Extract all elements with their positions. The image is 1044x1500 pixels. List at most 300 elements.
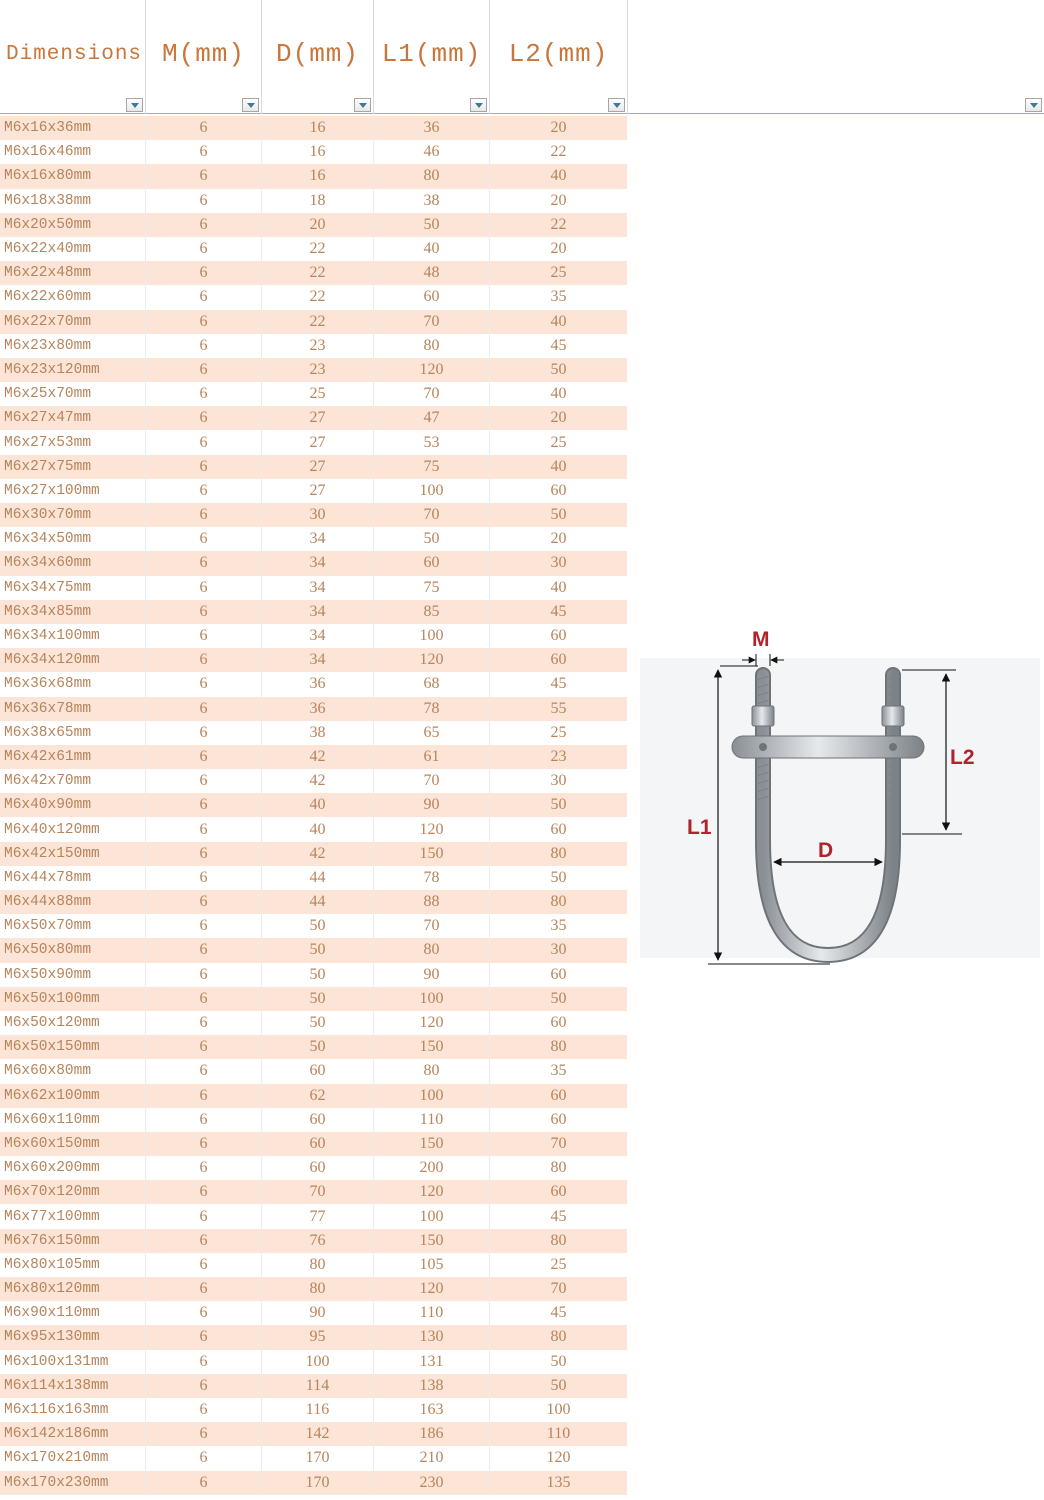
l2-cell[interactable]: 50 (550, 1376, 567, 1394)
m-cell[interactable]: 6 (146, 310, 262, 334)
d-cell[interactable]: 40 (262, 793, 374, 817)
l2-cell[interactable]: 120 (546, 1449, 571, 1467)
l1-cell[interactable]: 120 (374, 358, 490, 382)
l1-cell[interactable]: 36 (374, 116, 490, 140)
d-cell[interactable]: 25 (262, 382, 374, 406)
d-cell[interactable]: 80 (262, 1253, 374, 1277)
l1-cell[interactable]: 120 (374, 1180, 490, 1204)
dimensions-cell[interactable]: M6x27x100mm (0, 479, 146, 503)
d-cell[interactable]: 34 (262, 624, 374, 648)
dimensions-cell[interactable]: M6x27x53mm (0, 430, 146, 454)
l2-cell[interactable]: 110 (546, 1425, 571, 1443)
m-cell[interactable]: 6 (146, 479, 262, 503)
l2-cell[interactable]: 60 (550, 1086, 567, 1104)
m-cell[interactable]: 6 (146, 406, 262, 430)
l2-cell[interactable]: 22 (550, 215, 567, 233)
m-cell[interactable]: 6 (146, 697, 262, 721)
l2-cell[interactable]: 45 (550, 602, 567, 620)
d-cell[interactable]: 27 (262, 430, 374, 454)
l2-cell[interactable]: 50 (550, 868, 567, 886)
l1-cell[interactable]: 150 (374, 1132, 490, 1156)
l1-cell[interactable]: 70 (374, 310, 490, 334)
l1-cell[interactable]: 131 (374, 1350, 490, 1374)
l1-cell[interactable]: 53 (374, 430, 490, 454)
m-cell[interactable]: 6 (146, 116, 262, 140)
m-cell[interactable]: 6 (146, 527, 262, 551)
d-cell[interactable]: 34 (262, 551, 374, 575)
m-cell[interactable]: 6 (146, 430, 262, 454)
l1-cell[interactable]: 150 (374, 1035, 490, 1059)
d-cell[interactable]: 60 (262, 1132, 374, 1156)
l1-cell[interactable]: 80 (374, 164, 490, 188)
l1-cell[interactable]: 75 (374, 576, 490, 600)
m-cell[interactable]: 6 (146, 1277, 262, 1301)
l1-cell[interactable]: 130 (374, 1325, 490, 1349)
l2-cell[interactable]: 50 (550, 796, 567, 814)
l1-cell[interactable]: 90 (374, 793, 490, 817)
m-cell[interactable]: 6 (146, 1108, 262, 1132)
l2-cell[interactable]: 20 (550, 240, 567, 258)
l1-cell[interactable]: 105 (374, 1253, 490, 1277)
l2-cell[interactable]: 30 (550, 941, 567, 959)
l1-cell[interactable]: 90 (374, 963, 490, 987)
dimensions-cell[interactable]: M6x16x36mm (0, 116, 146, 140)
d-cell[interactable]: 100 (262, 1350, 374, 1374)
l1-cell[interactable]: 120 (374, 1277, 490, 1301)
d-cell[interactable]: 16 (262, 164, 374, 188)
l1-cell[interactable]: 230 (374, 1471, 490, 1495)
dimensions-cell[interactable]: M6x34x85mm (0, 600, 146, 624)
m-cell[interactable]: 6 (146, 890, 262, 914)
dimensions-cell[interactable]: M6x42x70mm (0, 769, 146, 793)
dimensions-cell[interactable]: M6x34x100mm (0, 624, 146, 648)
l2-cell[interactable]: 80 (550, 1038, 567, 1056)
l1-cell[interactable]: 80 (374, 1059, 490, 1083)
l2-cell[interactable]: 50 (550, 989, 567, 1007)
l2-cell[interactable]: 45 (550, 1207, 567, 1225)
l1-cell[interactable]: 65 (374, 721, 490, 745)
m-cell[interactable]: 6 (146, 213, 262, 237)
m-cell[interactable]: 6 (146, 237, 262, 261)
dimensions-cell[interactable]: M6x77x100mm (0, 1204, 146, 1228)
d-cell[interactable]: 60 (262, 1059, 374, 1083)
dimensions-cell[interactable]: M6x25x70mm (0, 382, 146, 406)
dimensions-cell[interactable]: M6x22x48mm (0, 261, 146, 285)
table-row (0, 1301, 627, 1325)
l2-cell[interactable]: 35 (550, 288, 567, 306)
l1-cell[interactable]: 80 (374, 938, 490, 962)
l1-cell[interactable]: 120 (374, 817, 490, 841)
table-row (0, 1204, 627, 1228)
d-cell[interactable]: 116 (262, 1398, 374, 1422)
table-row (0, 963, 627, 987)
dimensions-cell[interactable]: M6x38x65mm (0, 721, 146, 745)
m-cell[interactable]: 6 (146, 817, 262, 841)
m-cell[interactable]: 6 (146, 1301, 262, 1325)
d-cell[interactable]: 42 (262, 769, 374, 793)
l1-cell[interactable]: 48 (374, 261, 490, 285)
d-cell[interactable]: 42 (262, 745, 374, 769)
l1-cell[interactable]: 100 (374, 1204, 490, 1228)
l2-cell[interactable]: 80 (550, 1328, 567, 1346)
d-cell[interactable]: 22 (262, 237, 374, 261)
d-cell[interactable]: 34 (262, 576, 374, 600)
d-cell[interactable]: 44 (262, 890, 374, 914)
l2-cell[interactable]: 23 (550, 747, 567, 765)
m-cell[interactable]: 6 (146, 1084, 262, 1108)
dimensions-cell[interactable]: M6x23x80mm (0, 334, 146, 358)
m-cell[interactable]: 6 (146, 769, 262, 793)
dimensions-cell[interactable]: M6x80x105mm (0, 1253, 146, 1277)
l2-cell[interactable]: 40 (550, 457, 567, 475)
m-cell[interactable]: 6 (146, 1035, 262, 1059)
l1-cell[interactable]: 100 (374, 624, 490, 648)
l1-cell[interactable]: 70 (374, 503, 490, 527)
d-cell[interactable]: 40 (262, 817, 374, 841)
l2-cell[interactable]: 40 (550, 578, 567, 596)
d-cell[interactable]: 50 (262, 963, 374, 987)
l1-cell[interactable]: 70 (374, 769, 490, 793)
l1-cell[interactable]: 40 (374, 237, 490, 261)
l1-cell[interactable]: 120 (374, 1011, 490, 1035)
l2-cell[interactable]: 60 (550, 1183, 567, 1201)
l1-cell[interactable]: 60 (374, 551, 490, 575)
d-cell[interactable]: 170 (262, 1471, 374, 1495)
dimensions-cell[interactable]: M6x30x70mm (0, 503, 146, 527)
filter-dropdown-icon[interactable] (126, 98, 143, 112)
filter-dropdown-icon[interactable] (354, 98, 371, 112)
table-row (0, 1108, 627, 1132)
m-cell[interactable]: 6 (146, 503, 262, 527)
m-cell[interactable]: 6 (146, 672, 262, 696)
m-cell[interactable]: 6 (146, 1446, 262, 1470)
dimensions-cell[interactable]: M6x16x46mm (0, 140, 146, 164)
l1-cell[interactable]: 85 (374, 600, 490, 624)
d-cell[interactable]: 114 (262, 1374, 374, 1398)
dimensions-cell[interactable]: M6x60x150mm (0, 1132, 146, 1156)
l2-cell[interactable]: 45 (550, 1304, 567, 1322)
l1-cell[interactable]: 100 (374, 987, 490, 1011)
dimensions-cell[interactable]: M6x22x70mm (0, 310, 146, 334)
m-cell[interactable]: 6 (146, 648, 262, 672)
l2-cell[interactable]: 25 (550, 264, 567, 282)
dimensions-cell[interactable]: M6x50x90mm (0, 963, 146, 987)
d-cell[interactable]: 60 (262, 1108, 374, 1132)
l1-cell[interactable]: 110 (374, 1301, 490, 1325)
l2-cell[interactable]: 80 (550, 893, 567, 911)
m-cell[interactable]: 6 (146, 745, 262, 769)
m-cell[interactable]: 6 (146, 1253, 262, 1277)
dimensions-cell[interactable]: M6x90x110mm (0, 1301, 146, 1325)
d-cell[interactable]: 22 (262, 261, 374, 285)
dimensions-cell[interactable]: M6x142x186mm (0, 1422, 146, 1446)
dimensions-cell[interactable]: M6x60x80mm (0, 1059, 146, 1083)
m-cell[interactable]: 6 (146, 938, 262, 962)
l2-cell[interactable]: 20 (550, 119, 567, 137)
l1-cell[interactable]: 88 (374, 890, 490, 914)
m-cell[interactable]: 6 (146, 1059, 262, 1083)
l1-cell[interactable]: 47 (374, 406, 490, 430)
dimensions-cell[interactable]: M6x70x120mm (0, 1180, 146, 1204)
d-cell[interactable]: 36 (262, 697, 374, 721)
m-cell[interactable]: 6 (146, 1204, 262, 1228)
filter-dropdown-icon[interactable] (1025, 98, 1042, 112)
m-cell[interactable]: 6 (146, 721, 262, 745)
l2-cell[interactable]: 60 (550, 965, 567, 983)
d-cell[interactable]: 27 (262, 479, 374, 503)
l2-cell[interactable]: 60 (550, 481, 567, 499)
m-cell[interactable]: 6 (146, 285, 262, 309)
m-cell[interactable]: 6 (146, 189, 262, 213)
dimensions-cell[interactable]: M6x22x60mm (0, 285, 146, 309)
m-cell[interactable]: 6 (146, 140, 262, 164)
dimensions-cell[interactable]: M6x22x40mm (0, 237, 146, 261)
d-cell[interactable]: 34 (262, 527, 374, 551)
d-cell[interactable]: 20 (262, 213, 374, 237)
dimensions-cell[interactable]: M6x50x100mm (0, 987, 146, 1011)
l1-cell[interactable]: 68 (374, 672, 490, 696)
l2-cell[interactable]: 20 (550, 191, 567, 209)
m-cell[interactable]: 6 (146, 576, 262, 600)
l2-cell[interactable]: 25 (550, 1255, 567, 1273)
dimensions-cell[interactable]: M6x100x131mm (0, 1350, 146, 1374)
d-cell[interactable]: 23 (262, 334, 374, 358)
l1-cell[interactable]: 61 (374, 745, 490, 769)
l2-cell[interactable]: 30 (550, 772, 567, 790)
dimensions-cell[interactable]: M6x95x130mm (0, 1325, 146, 1349)
dimensions-cell[interactable]: M6x80x120mm (0, 1277, 146, 1301)
d-cell[interactable]: 22 (262, 310, 374, 334)
d-cell[interactable]: 50 (262, 1011, 374, 1035)
l1-cell[interactable]: 110 (374, 1108, 490, 1132)
table-row (0, 382, 627, 406)
filter-dropdown-icon[interactable] (242, 98, 259, 112)
m-cell[interactable]: 6 (146, 1325, 262, 1349)
m-cell[interactable]: 6 (146, 1471, 262, 1495)
filter-dropdown-icon[interactable] (608, 98, 625, 112)
d-cell[interactable]: 34 (262, 600, 374, 624)
dimensions-cell[interactable]: M6x50x80mm (0, 938, 146, 962)
d-cell[interactable]: 16 (262, 116, 374, 140)
dimensions-cell[interactable]: M6x40x120mm (0, 817, 146, 841)
l2-cell[interactable]: 40 (550, 312, 567, 330)
l1-cell[interactable]: 38 (374, 189, 490, 213)
d-cell[interactable]: 80 (262, 1277, 374, 1301)
l2-cell[interactable]: 20 (550, 530, 567, 548)
l2-cell[interactable]: 70 (550, 1280, 567, 1298)
dimensions-cell[interactable]: M6x50x70mm (0, 914, 146, 938)
l1-cell[interactable]: 75 (374, 455, 490, 479)
d-cell[interactable]: 16 (262, 140, 374, 164)
dimensions-cell[interactable]: M6x60x200mm (0, 1156, 146, 1180)
m-cell[interactable]: 6 (146, 1156, 262, 1180)
l1-cell[interactable]: 60 (374, 285, 490, 309)
m-cell[interactable]: 6 (146, 1422, 262, 1446)
d-cell[interactable]: 36 (262, 672, 374, 696)
m-cell[interactable]: 6 (146, 261, 262, 285)
l2-cell[interactable]: 50 (550, 1352, 567, 1370)
m-cell[interactable]: 6 (146, 164, 262, 188)
l1-cell[interactable]: 100 (374, 479, 490, 503)
d-cell[interactable]: 60 (262, 1156, 374, 1180)
l1-cell[interactable]: 200 (374, 1156, 490, 1180)
table-row (0, 358, 627, 382)
l1-cell[interactable]: 150 (374, 1229, 490, 1253)
d-cell[interactable]: 70 (262, 1180, 374, 1204)
l2-cell[interactable]: 30 (550, 554, 567, 572)
l2-cell[interactable]: 50 (550, 360, 567, 378)
d-cell[interactable]: 30 (262, 503, 374, 527)
l1-cell[interactable]: 120 (374, 648, 490, 672)
m-cell[interactable]: 6 (146, 624, 262, 648)
m-cell[interactable]: 6 (146, 455, 262, 479)
l2-cell[interactable]: 45 (550, 336, 567, 354)
l1-cell[interactable]: 78 (374, 866, 490, 890)
d-cell[interactable]: 62 (262, 1084, 374, 1108)
dimensions-cell[interactable]: M6x36x68mm (0, 672, 146, 696)
d-cell[interactable]: 77 (262, 1204, 374, 1228)
d-cell[interactable]: 27 (262, 455, 374, 479)
l2-cell[interactable]: 20 (550, 409, 567, 427)
d-cell[interactable]: 50 (262, 987, 374, 1011)
l1-cell[interactable]: 50 (374, 527, 490, 551)
l2-cell[interactable]: 60 (550, 820, 567, 838)
dimensions-cell[interactable]: M6x34x60mm (0, 551, 146, 575)
l1-cell[interactable]: 100 (374, 1084, 490, 1108)
m-cell[interactable]: 6 (146, 382, 262, 406)
l2-cell[interactable]: 25 (550, 723, 567, 741)
m-cell[interactable]: 6 (146, 551, 262, 575)
d-cell[interactable]: 95 (262, 1325, 374, 1349)
dimensions-cell[interactable]: M6x34x50mm (0, 527, 146, 551)
dimensions-cell[interactable]: M6x34x75mm (0, 576, 146, 600)
d-cell[interactable]: 50 (262, 1035, 374, 1059)
m-cell[interactable]: 6 (146, 1398, 262, 1422)
l2-cell[interactable]: 135 (546, 1473, 571, 1491)
l1-cell[interactable]: 50 (374, 213, 490, 237)
d-cell[interactable]: 50 (262, 914, 374, 938)
l1-cell[interactable]: 150 (374, 842, 490, 866)
dimensions-cell[interactable]: M6x27x47mm (0, 406, 146, 430)
d-cell[interactable]: 38 (262, 721, 374, 745)
l1-cell[interactable]: 210 (374, 1446, 490, 1470)
m-cell[interactable]: 6 (146, 1350, 262, 1374)
filter-dropdown-icon[interactable] (470, 98, 487, 112)
l1-cell[interactable]: 80 (374, 334, 490, 358)
dimensions-cell[interactable]: M6x76x150mm (0, 1229, 146, 1253)
m-cell[interactable]: 6 (146, 914, 262, 938)
l1-cell[interactable]: 46 (374, 140, 490, 164)
dimensions-cell[interactable]: M6x27x75mm (0, 455, 146, 479)
m-cell[interactable]: 6 (146, 358, 262, 382)
l2-cell[interactable]: 50 (550, 506, 567, 524)
dimensions-cell[interactable]: M6x34x120mm (0, 648, 146, 672)
m-cell[interactable]: 6 (146, 1132, 262, 1156)
dimensions-cell[interactable]: M6x50x150mm (0, 1035, 146, 1059)
dimensions-cell[interactable]: M6x44x88mm (0, 890, 146, 914)
d-cell[interactable]: 23 (262, 358, 374, 382)
l1-cell[interactable]: 138 (374, 1374, 490, 1398)
dimensions-cell[interactable]: M6x116x163mm (0, 1398, 146, 1422)
d-cell[interactable]: 90 (262, 1301, 374, 1325)
dimensions-cell[interactable]: M6x42x150mm (0, 842, 146, 866)
d-cell[interactable]: 170 (262, 1446, 374, 1470)
dimensions-cell[interactable]: M6x18x38mm (0, 189, 146, 213)
l2-cell[interactable]: 40 (550, 385, 567, 403)
dimensions-cell[interactable]: M6x40x90mm (0, 793, 146, 817)
d-cell[interactable]: 27 (262, 406, 374, 430)
m-cell[interactable]: 6 (146, 1374, 262, 1398)
l2-cell[interactable]: 45 (550, 675, 567, 693)
l2-cell[interactable]: 40 (550, 167, 567, 185)
l2-cell[interactable]: 22 (550, 143, 567, 161)
dimensions-cell[interactable]: M6x60x110mm (0, 1108, 146, 1132)
l1-cell[interactable]: 70 (374, 914, 490, 938)
dimensions-cell[interactable]: M6x170x210mm (0, 1446, 146, 1470)
l2-cell[interactable]: 35 (550, 1062, 567, 1080)
dimensions-cell[interactable]: M6x42x61mm (0, 745, 146, 769)
l1-cell[interactable]: 163 (374, 1398, 490, 1422)
m-cell[interactable]: 6 (146, 793, 262, 817)
dimensions-cell[interactable]: M6x170x230mm (0, 1471, 146, 1495)
table-row (0, 1059, 627, 1083)
l2-cell[interactable]: 70 (550, 1134, 567, 1152)
dimensions-cell[interactable]: M6x16x80mm (0, 164, 146, 188)
l2-cell[interactable]: 55 (550, 699, 567, 717)
l1-cell[interactable]: 70 (374, 382, 490, 406)
dimensions-cell[interactable]: M6x36x78mm (0, 697, 146, 721)
d-cell[interactable]: 18 (262, 189, 374, 213)
d-cell[interactable]: 34 (262, 648, 374, 672)
m-cell[interactable]: 6 (146, 1229, 262, 1253)
table-row (0, 842, 627, 866)
m-cell[interactable]: 6 (146, 866, 262, 890)
l2-cell[interactable]: 60 (550, 1110, 567, 1128)
l2-cell[interactable]: 80 (550, 1231, 567, 1249)
l1-cell[interactable]: 78 (374, 697, 490, 721)
d-cell[interactable]: 50 (262, 938, 374, 962)
d-cell[interactable]: 142 (262, 1422, 374, 1446)
l2-cell[interactable]: 80 (550, 844, 567, 862)
d-cell[interactable]: 22 (262, 285, 374, 309)
m-cell[interactable]: 6 (146, 987, 262, 1011)
l2-cell[interactable]: 100 (546, 1401, 571, 1419)
l2-cell[interactable]: 60 (550, 651, 567, 669)
m-cell[interactable]: 6 (146, 1011, 262, 1035)
dimensions-cell[interactable]: M6x114x138mm (0, 1374, 146, 1398)
dimensions-cell[interactable]: M6x20x50mm (0, 213, 146, 237)
d-cell[interactable]: 76 (262, 1229, 374, 1253)
l2-cell[interactable]: 35 (550, 917, 567, 935)
l2-cell[interactable]: 80 (550, 1159, 567, 1177)
dimensions-cell[interactable]: M6x62x100mm (0, 1084, 146, 1108)
m-cell[interactable]: 6 (146, 600, 262, 624)
m-cell[interactable]: 6 (146, 963, 262, 987)
dimensions-cell[interactable]: M6x50x120mm (0, 1011, 146, 1035)
d-cell[interactable]: 42 (262, 842, 374, 866)
dimensions-cell[interactable]: M6x23x120mm (0, 358, 146, 382)
l2-cell[interactable]: 60 (550, 627, 567, 645)
m-cell[interactable]: 6 (146, 842, 262, 866)
m-cell[interactable]: 6 (146, 1180, 262, 1204)
dimensions-cell[interactable]: M6x44x78mm (0, 866, 146, 890)
l2-cell[interactable]: 25 (550, 433, 567, 451)
m-cell[interactable]: 6 (146, 334, 262, 358)
l1-cell[interactable]: 186 (374, 1422, 490, 1446)
d-cell[interactable]: 44 (262, 866, 374, 890)
l2-cell[interactable]: 60 (550, 1014, 567, 1032)
table-row (0, 334, 627, 358)
